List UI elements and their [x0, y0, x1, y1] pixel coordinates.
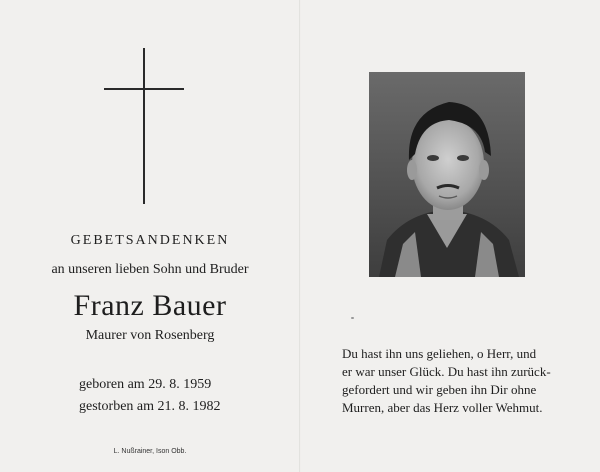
- left-panel: [0, 0, 299, 472]
- portrait-photo: [369, 72, 525, 277]
- cross-horizontal-bar: [104, 88, 184, 90]
- card-heading: GEBETSANDENKEN: [70, 233, 230, 248]
- verse-line: gefordert und wir geben ihn Dir ohne: [342, 382, 537, 397]
- memorial-verse: [342, 345, 572, 417]
- cross-icon: [104, 48, 184, 204]
- portrait-image: [369, 72, 525, 277]
- deceased-name: Franz Bauer: [73, 289, 227, 322]
- life-dates: [79, 374, 221, 418]
- verse-line: Du hast ihn uns geliehen, o Herr, und: [342, 346, 537, 361]
- right-panel: [301, 0, 600, 472]
- died-date: gestorben am 21. 8. 1982: [79, 399, 221, 414]
- paper-speck: [351, 317, 354, 319]
- verse-line: Murren, aber das Herz voller Wehmut.: [342, 400, 543, 415]
- deceased-occupation: Maurer von Rosenberg: [85, 328, 215, 343]
- cross-vertical-bar: [143, 48, 145, 204]
- born-date: geboren am 29. 8. 1959: [79, 377, 212, 392]
- card-subtitle: an unseren lieben Sohn und Bruder: [51, 262, 249, 277]
- verse-line: er war unser Glück. Du hast ihn zurück-: [342, 364, 551, 379]
- printer-credit: L. Nußrainer, Ison Obb.: [113, 448, 187, 455]
